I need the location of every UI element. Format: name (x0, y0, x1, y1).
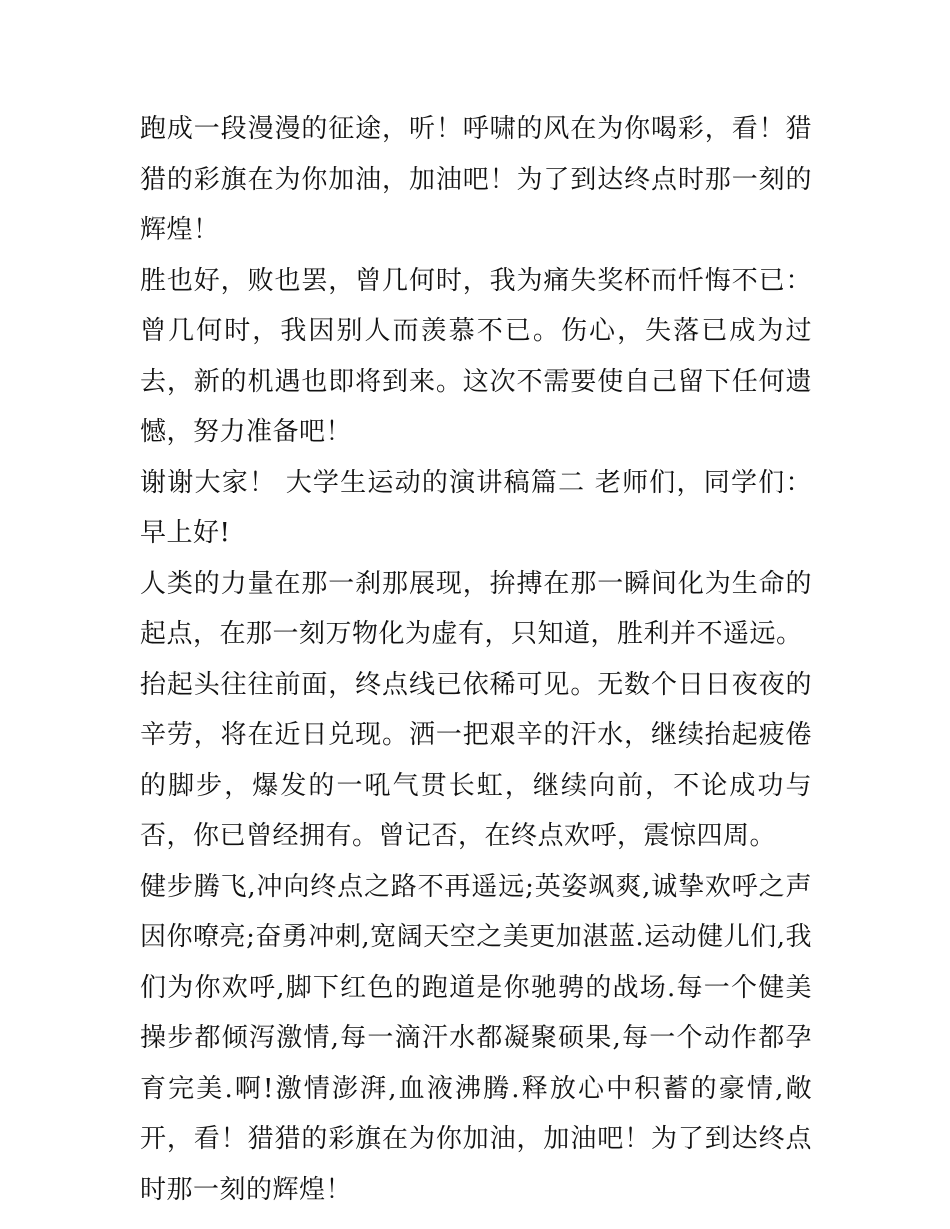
paragraph-5: 抬起头往往前面，终点线已依稀可见。无数个日日夜夜的辛劳，将在近日兑现。洒一把艰辛的汗水，继续抬起疲倦的脚步，爆发的一吼气贯长虹，继续向前，不论成功与否，你已曾经拥有。曾记否，在终点欢呼，震惊四周。 (140, 669, 812, 851)
paragraph-6: 健步腾飞,冲向终点之路不再遥远;英姿飒爽,诚挚欢呼之声因你嘹亮;奋勇冲刺,宽阔天空之美更加湛蓝.运动健儿们,我们为你欢呼,脚下红色的跑道是你驰骋的战场.每一个健美操步都倾泻激情,每一滴汗水都凝聚硕果,每一个动作都孕育完美.啊!激情澎湃,血液沸腾.释放心中积蓄的豪情,敞开，看！猎猎的彩旗在为你加油，加油吧！为了到达终点时那一刻的辉煌！ (140, 871, 812, 1205)
paragraph-4: 人类的力量在那一刹那展现，拚搏在那一瞬间化为生命的起点，在那一刻万物化为虚有，只知道，胜利并不遥远。 (140, 568, 812, 649)
paragraph-2: 胜也好，败也罢，曾几何时，我为痛失奖杯而忏悔不已：曾几何时，我因别人而羡慕不已。伤心，失落已成为过去，新的机遇也即将到来。这次不需要使自己留下任何遗憾，努力准备吧！ (140, 265, 812, 447)
paragraph-1: 跑成一段漫漫的征途，听！呼啸的风在为你喝彩，看！猎猎的彩旗在为你加油，加油吧！为了到达终点时那一刻的辉煌！ (140, 114, 812, 245)
document-body (140, 104, 812, 1215)
paragraph-3: 谢谢大家！ 大学生运动的演讲稿篇二 老师们，同学们： 早上好! (140, 467, 812, 548)
